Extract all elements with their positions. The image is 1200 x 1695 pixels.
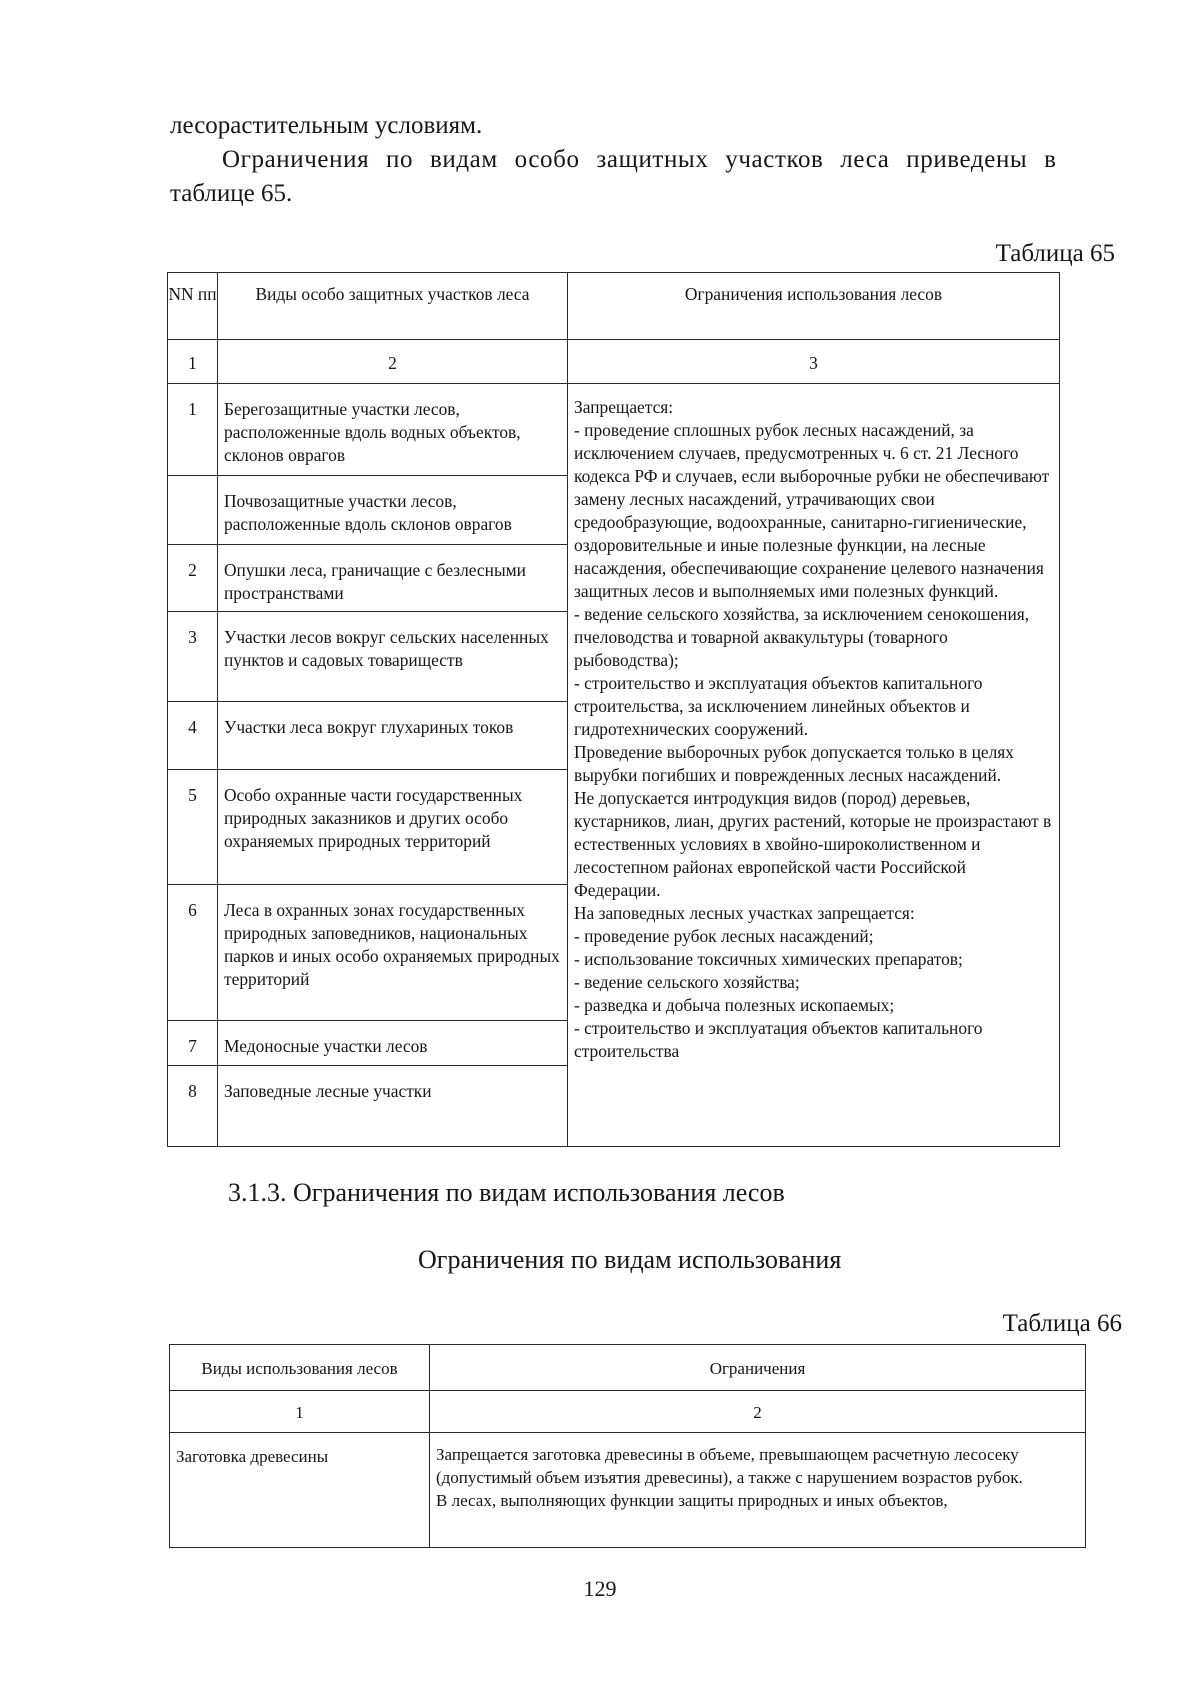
forest-area-type: Участки леса вокруг глухариных токов: [218, 702, 568, 770]
intro-line-3: таблице 65.: [170, 180, 293, 207]
row-number: [168, 476, 218, 545]
table-65-header-row: [168, 273, 1060, 340]
page-number: 129: [583, 1576, 617, 1601]
table-66-caption: Таблица 66: [1002, 1310, 1122, 1337]
table-row: [168, 384, 1060, 476]
column-number: 1: [170, 1391, 430, 1433]
restriction-line: Запрещается заготовка древесины в объеме, превышающем расчетную лесосеку (допустимый объем изъятия древесины), а также с нарушением возрастов рубок.: [436, 1445, 1023, 1487]
forest-use-type: Заготовка древесины: [170, 1433, 430, 1548]
restriction-line: Не допускается интродукция видов (пород) деревьев, кустарников, лиан, других растений, которые не произрастают в естественных условиях в хвойно-широколиственном и лесостепном районах европейской части Российской Федерации.: [574, 788, 1052, 900]
restriction-line: - проведение сплошных рубок лесных насаждений, за исключением случаев, предусмотренных ч. 6 ст. 21 Лесного кодекса РФ и случаев, если выборочные рубки не обеспечивают замену лесных насаждений, утрачивающих свои средообразующие, водоохранные, санитарно-гигиенические, оздоровительные и иные полезные функции, на лесные насаждения, обеспечивающие сохранение целевого назначения защитных лесов и выполняемых ими полезных функций.: [574, 420, 1050, 601]
row-number: 1: [168, 384, 218, 476]
section-subheading: Ограничения по видам использования: [418, 1245, 842, 1274]
forest-area-type: Леса в охранных зонах государственных природных заповедников, национальных парков и иных особо охраняемых природных территорий: [218, 885, 568, 1021]
row-number: 4: [168, 702, 218, 770]
row-number: 3: [168, 612, 218, 702]
table-row: [170, 1433, 1086, 1548]
forest-area-type: Медоносные участки лесов: [218, 1021, 568, 1066]
forest-area-type: Заповедные лесные участки: [218, 1066, 568, 1147]
column-number: 2: [218, 340, 568, 384]
column-number: 1: [168, 340, 218, 384]
restriction-line: - ведение сельского хозяйства;: [574, 972, 800, 992]
row-number: 8: [168, 1066, 218, 1147]
restrictions-cell: [568, 384, 1060, 1147]
intro-line-2: Ограничения по видам особо защитных участков леса приведены в: [222, 146, 1057, 173]
section-heading: 3.1.3. Ограничения по видам использования лесов: [228, 1178, 785, 1207]
column-number: 2: [430, 1391, 1086, 1433]
forest-area-type: Участки лесов вокруг сельских населенных пунктов и садовых товариществ: [218, 612, 568, 702]
header-cell-restrictions: Ограничения: [430, 1345, 1086, 1391]
row-number: 6: [168, 885, 218, 1021]
table-66-header-row: [170, 1345, 1086, 1391]
forest-area-type: Почвозащитные участки лесов, расположенные вдоль склонов оврагов: [218, 476, 568, 545]
row-number: 2: [168, 545, 218, 612]
header-cell-restrictions: Ограничения использования лесов: [568, 273, 1060, 340]
table-65-column-numbers: [168, 340, 1060, 384]
forest-area-type: Опушки леса, граничащие с безлесными пространствами: [218, 545, 568, 612]
table-66: [169, 1344, 1086, 1548]
restriction-line: - строительство и эксплуатация объектов капитального строительства, за исключением линейных объектов и гидротехнических сооружений.: [574, 673, 983, 739]
restriction-line: - использование токсичных химических препаратов;: [574, 949, 963, 969]
restriction-line: В лесах, выполняющих функции защиты природных и иных объектов,: [436, 1491, 948, 1510]
row-number: 7: [168, 1021, 218, 1066]
restriction-line: - проведение рубок лесных насаждений;: [574, 926, 874, 946]
table-65-caption: Таблица 65: [995, 240, 1115, 267]
table-66-column-numbers: [170, 1391, 1086, 1433]
restriction-line: - разведка и добыча полезных ископаемых;: [574, 995, 895, 1015]
forest-area-type: Берегозащитные участки лесов, расположенные вдоль водных объектов, склонов оврагов: [218, 384, 568, 476]
restriction-line: - строительство и эксплуатация объектов капитального строительства: [574, 1018, 983, 1061]
row-number: 5: [168, 770, 218, 885]
restriction-line: - ведение сельского хозяйства, за исключением сенокошения, пчеловодства и товарной аквакультуры (товарного рыбоводства);: [574, 604, 1030, 670]
header-cell-kind: Виды особо защитных участков леса: [218, 273, 568, 340]
restriction-line: Проведение выборочных рубок допускается только в целях вырубки погибших и поврежденных лесных насаждений.: [574, 742, 1015, 785]
restrictions-cell: [430, 1433, 1086, 1548]
header-cell-number: NN пп: [168, 273, 218, 340]
restriction-line: Запрещается:: [574, 397, 674, 417]
intro-line-1: лесорастительным условиям.: [170, 112, 483, 139]
table-65: [167, 272, 1060, 1147]
restriction-line: На заповедных лесных участках запрещается:: [574, 903, 915, 923]
column-number: 3: [568, 340, 1060, 384]
header-cell-use-type: Виды использования лесов: [170, 1345, 430, 1391]
forest-area-type: Особо охранные части государственных природных заказников и других особо охраняемых природных территорий: [218, 770, 568, 885]
